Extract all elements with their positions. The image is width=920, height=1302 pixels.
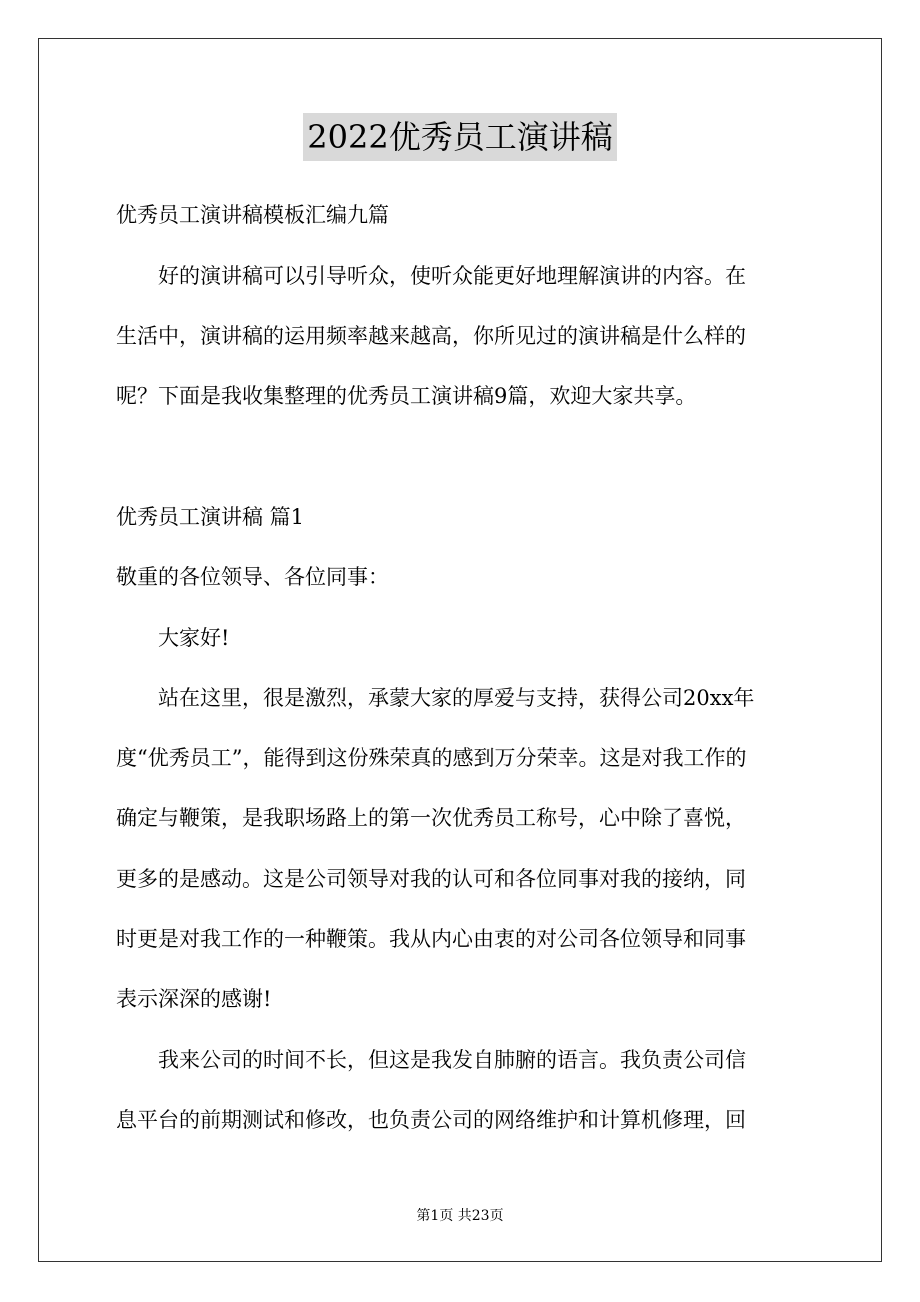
paragraph-line: 息平台的前期测试和修改，也负责公司的网络维护和计算机修理，回 <box>116 1108 746 1132</box>
section-heading: 优秀员工演讲稿 篇1 <box>116 505 305 529</box>
title-container <box>0 113 920 161</box>
document-subtitle: 优秀员工演讲稿模板汇编九篇 <box>116 203 389 227</box>
greeting: 大家好! <box>158 626 230 650</box>
paragraph-line: 时更是对我工作的一种鞭策。我从内心由衷的对公司各位领导和同事 <box>116 927 746 951</box>
paragraph-line: 我来公司的时间不长，但这是我发自肺腑的语言。我负责公司信 <box>158 1048 746 1072</box>
salutation: 敬重的各位领导、各位同事： <box>116 565 389 589</box>
document-title: 2022优秀员工演讲稿 <box>303 113 616 161</box>
paragraph-line: 站在这里，很是激烈，承蒙大家的厚爱与支持，获得公司20xx年 <box>158 686 755 710</box>
intro-line: 呢？下面是我收集整理的优秀员工演讲稿9篇，欢迎大家共享。 <box>116 384 697 408</box>
intro-line: 生活中，演讲稿的运用频率越来越高，你所见过的演讲稿是什么样的 <box>116 324 746 348</box>
paragraph-line: 更多的是感动。这是公司领导对我的认可和各位同事对我的接纳，同 <box>116 867 746 891</box>
paragraph-line: 表示深深的感谢! <box>116 987 272 1011</box>
paragraph-line: 度“优秀员工”，能得到这份殊荣真的感到万分荣幸。这是对我工作的 <box>116 746 747 770</box>
intro-line: 好的演讲稿可以引导听众，使听众能更好地理解演讲的内容。在 <box>158 264 746 288</box>
page-footer: 第1页 共23页 <box>416 1208 504 1224</box>
paragraph-line: 确定与鞭策，是我职场路上的第一次优秀员工称号，心中除了喜悦， <box>116 806 746 830</box>
